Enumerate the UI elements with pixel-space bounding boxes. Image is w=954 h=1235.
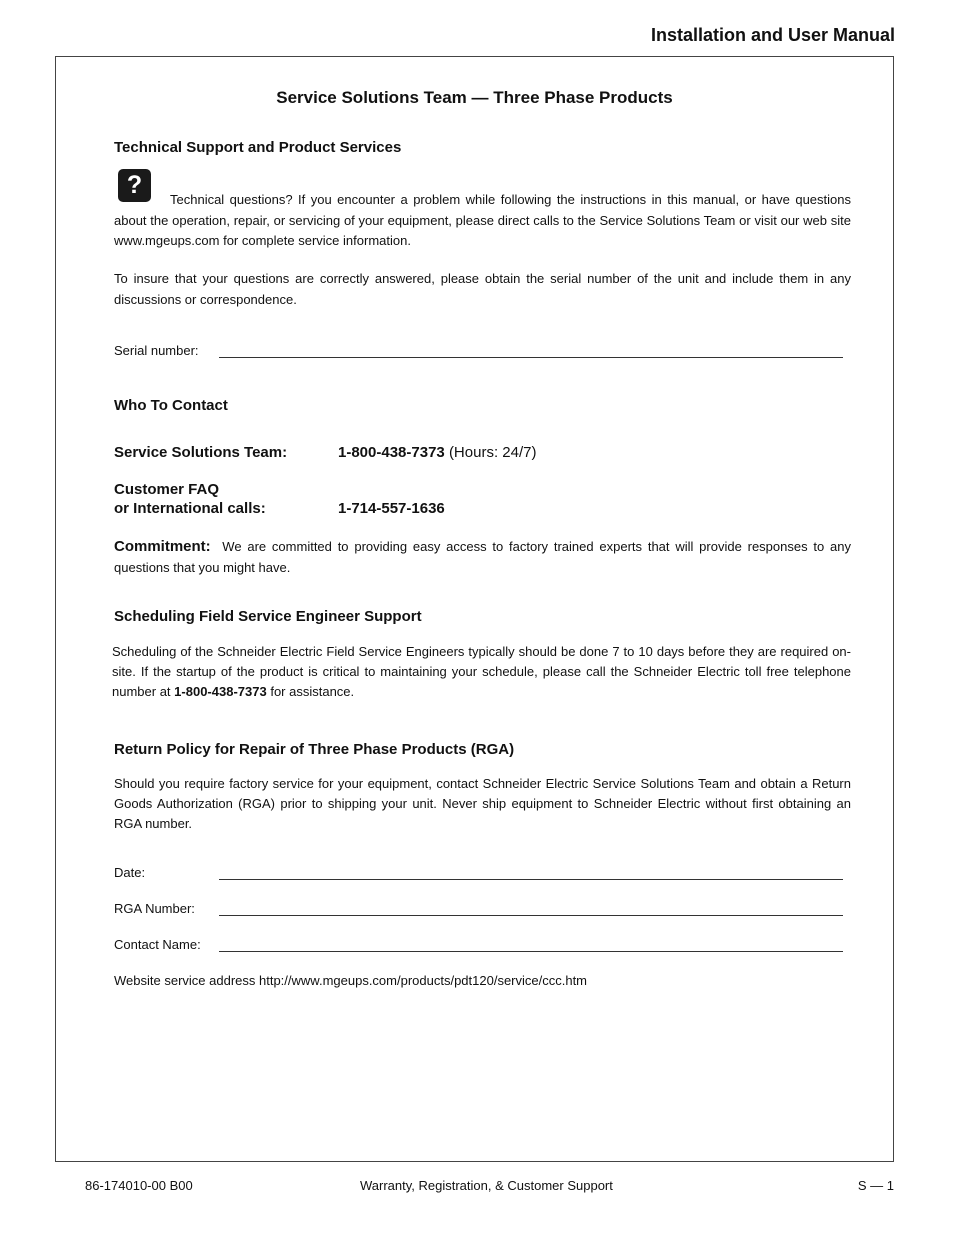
team-label: Service Solutions Team: — [114, 444, 288, 461]
team-phone: 1-800-438-7373 — [338, 444, 445, 461]
footer-page-number: S — 1 — [857, 1178, 894, 1193]
commitment-label: Commitment: — [114, 538, 211, 555]
faq-phone: 1-714-557-1636 — [338, 500, 445, 517]
commitment-paragraph — [114, 537, 851, 578]
commitment-text: We are committed to providing easy access to factory trained experts that will provide responses to any questions that you might have. — [114, 539, 851, 575]
rga-number-line — [219, 915, 843, 916]
contact-name-label: Contact Name: — [114, 937, 201, 952]
scheduling-phone: 1-800-438-7373 — [174, 684, 267, 699]
footer-doc-number: 86-174010-00 B00 — [85, 1178, 193, 1193]
scheduling-text-end: for assistance. — [270, 684, 355, 699]
page-title: Service Solutions Team — Three Phase Products — [276, 88, 673, 107]
question-icon: ? — [118, 169, 151, 202]
tech-support-paragraph — [114, 190, 851, 252]
scheduling-heading: Scheduling Field Service Engineer Support — [114, 608, 422, 625]
scheduling-text: Scheduling of the Schneider Electric Field Service Engineers typically should be done 7 to 10 days before they are required on-site. If the startup of the product is critical to maintaining your schedule, please call the Schneider Electric toll free telephone number at — [112, 644, 851, 699]
serial-number-line — [219, 357, 843, 358]
website-service-address: Website service address http://www.mgeups.com/products/pdt120/service/ccc.htm — [114, 973, 588, 988]
date-line — [219, 879, 843, 880]
scheduling-paragraph — [112, 642, 851, 702]
date-label: Date: — [114, 865, 146, 880]
serial-number-label: Serial number: — [114, 343, 199, 358]
return-policy-heading: Return Policy for Repair of Three Phase Products (RGA) — [114, 741, 515, 758]
contact-name-line — [219, 951, 843, 952]
faq-label-line1: Customer FAQ — [114, 481, 220, 498]
tech-support-heading: Technical Support and Product Services — [114, 139, 402, 156]
manual-title: Installation and User Manual — [650, 25, 895, 45]
tech-support-text: Technical questions? If you encounter a problem while following the instructions in this manual, or have questions about the operation, repair, or servicing of your equipment, please direct calls to the Service Solutions Team or visit our web site www.mgeups.com for complete service information. — [114, 192, 851, 248]
who-to-contact-heading: Who To Contact — [114, 397, 228, 414]
faq-label-line2: or International calls: — [114, 500, 266, 517]
rga-number-label: RGA Number: — [114, 901, 195, 916]
serial-instructions-paragraph: To insure that your questions are correctly answered, please obtain the serial number of the unit and include them in any discussions or correspondence. — [114, 271, 851, 307]
footer-section-title: Warranty, Registration, & Customer Support — [360, 1178, 613, 1193]
team-hours: (Hours: 24/7) — [448, 444, 537, 461]
team-contact — [338, 444, 536, 461]
return-policy-paragraph: Should you require factory service for your equipment, contact Schneider Electric Service Solutions Team and obtain a Return Goods Authorization (RGA) prior to shipping your unit. Never ship equipment to Schneider Electric without first obtaining an RGA number. — [114, 776, 851, 831]
